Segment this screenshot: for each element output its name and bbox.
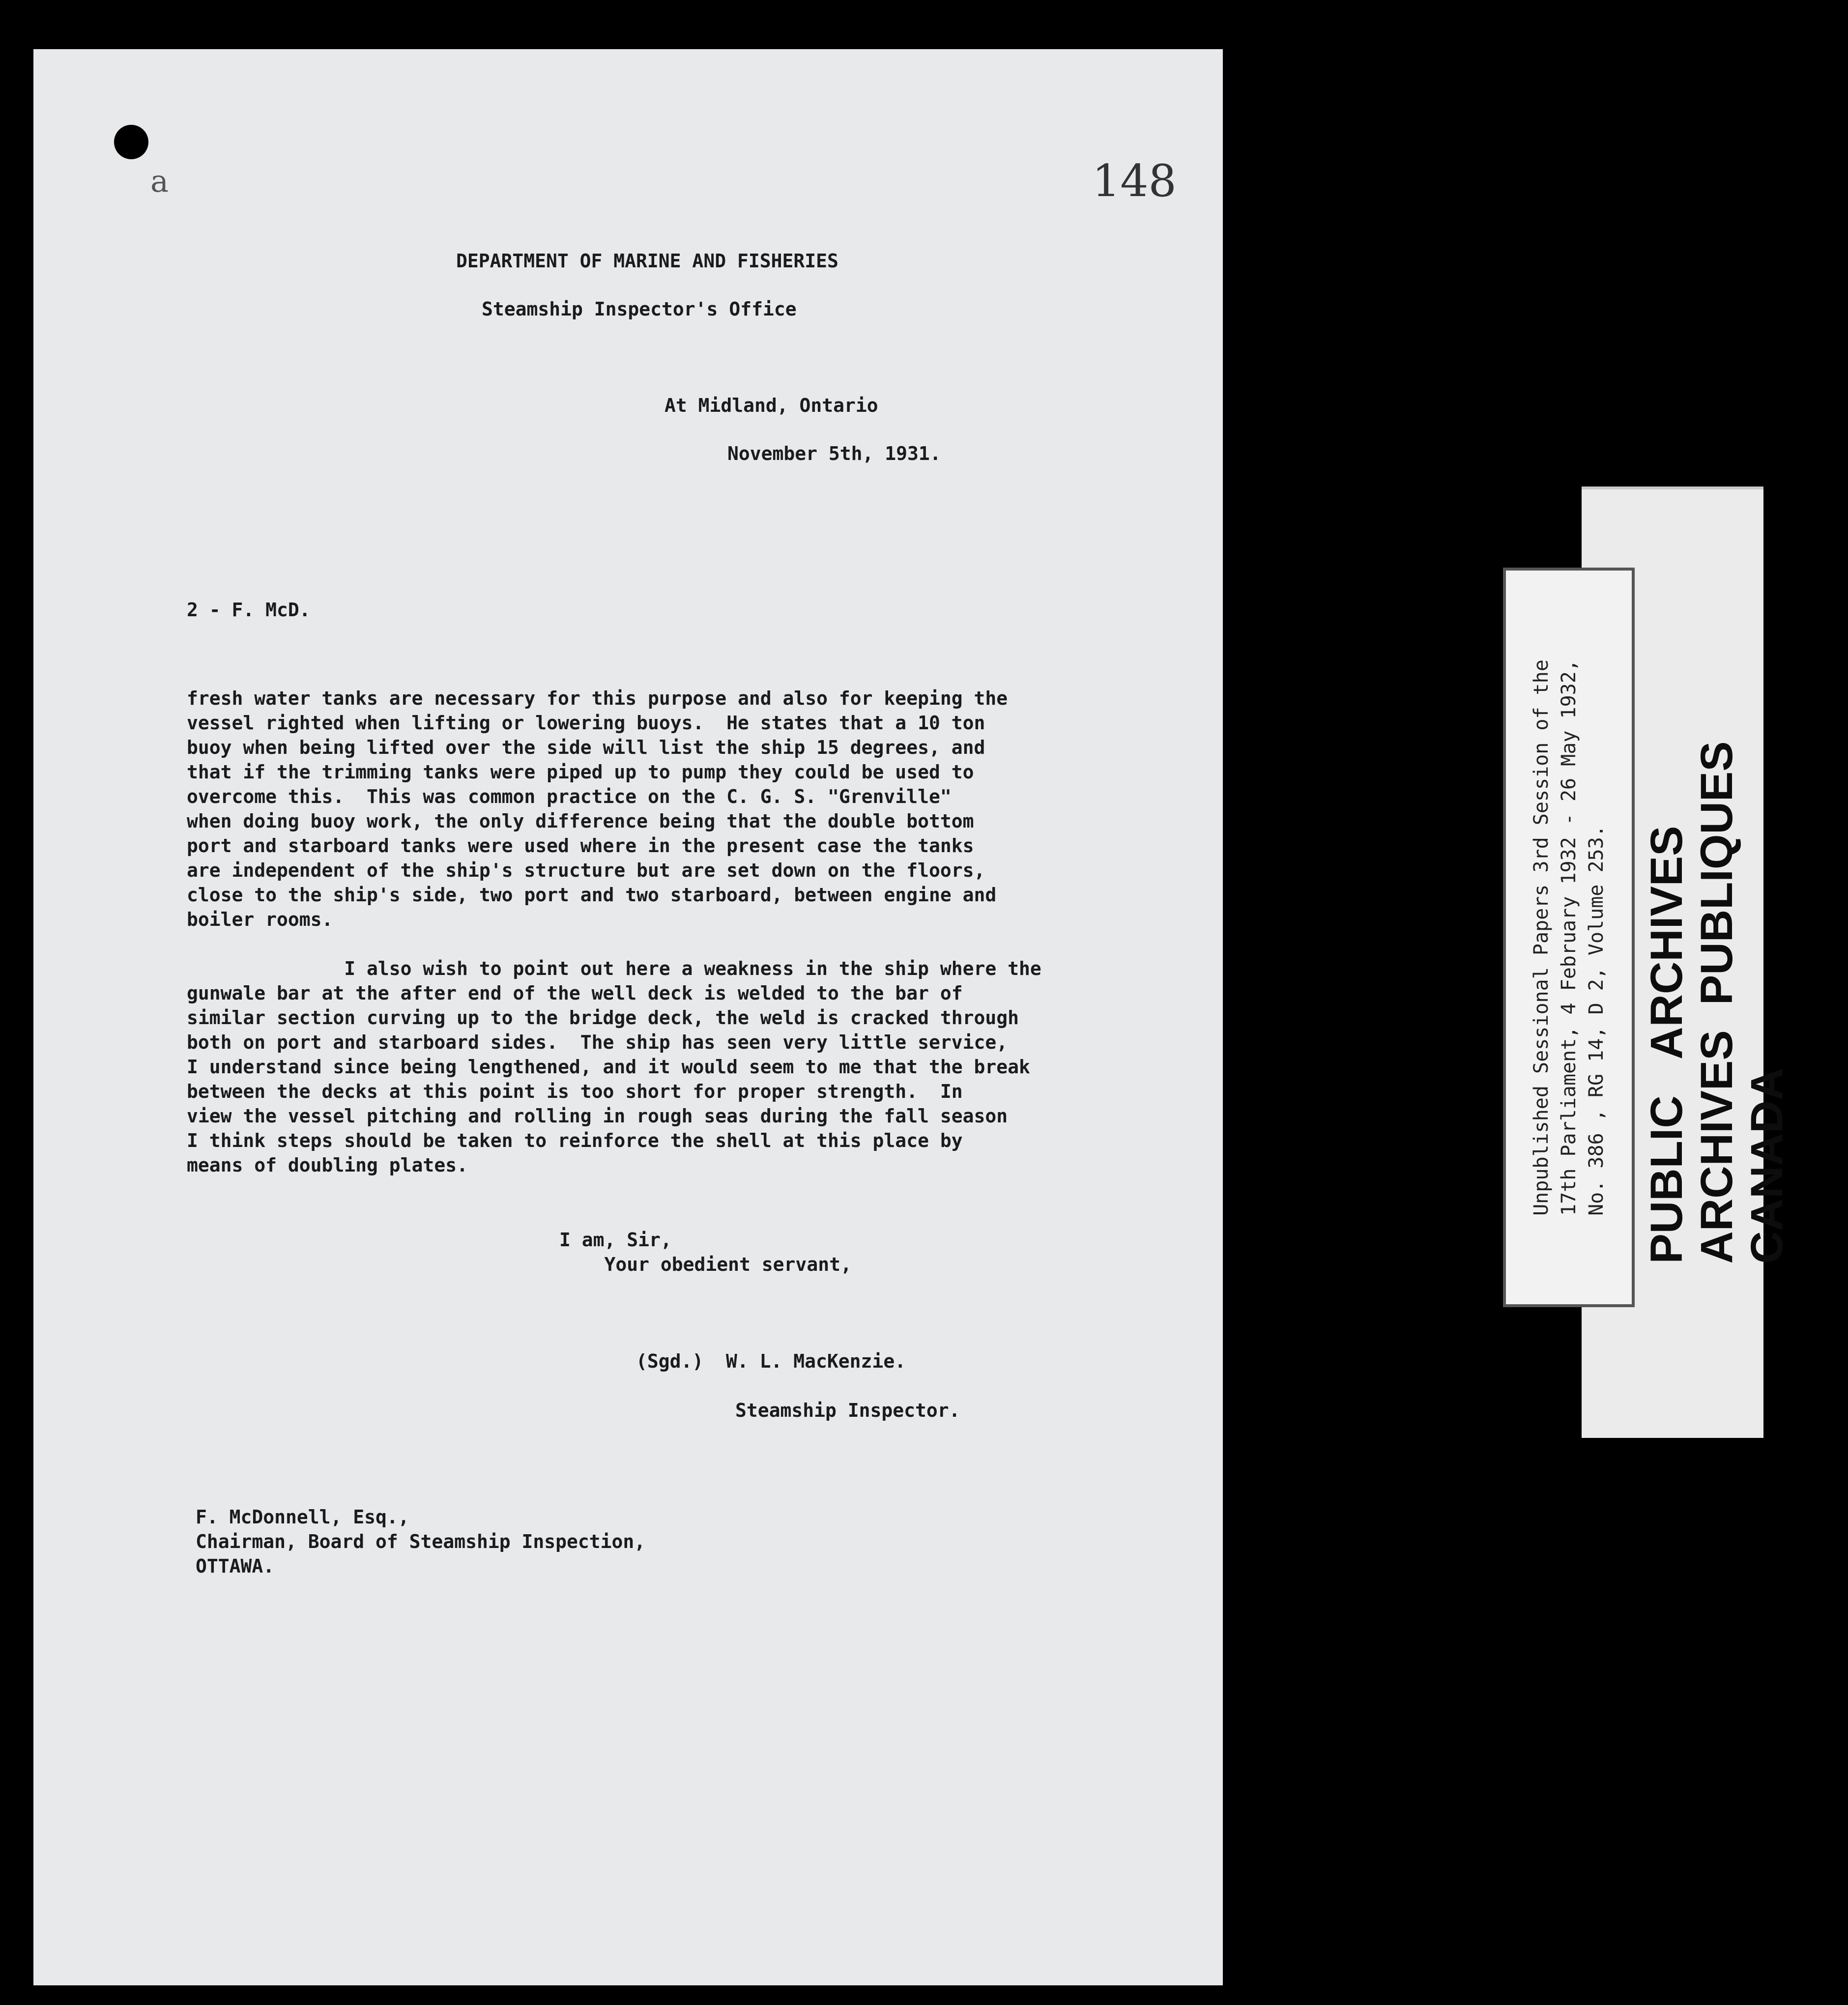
archive-stamp-text: PUBLIC ARCHIVES ARCHIVES PUBLIQUES CANADA (1642, 741, 1792, 1264)
corner-mark: a (150, 163, 169, 199)
letterhead-office: Steamship Inspector's Office (482, 298, 797, 320)
addressee-block: F. McDonnell, Esq., Chairman, Board of Steamship Inspection, OTTAWA. (196, 1506, 646, 1577)
closing: I am, Sir, Your obedient servant, (559, 1229, 852, 1275)
letter-location: At Midland, Ontario (664, 395, 878, 416)
body-paragraph-2: I also wish to point out here a weakness in the ship where the gunwale bar at the after end of the well deck is welded to the bar of similar section curving up to the bridge deck, the weld is cracked through both on port and starboard sides. The ship has seen very little service, I understand since being lengthened, and it would seem to me that the break between the decks at this point is too short for proper strength. In view the vessel pitching and rolling in rough seas during the fall season I think steps should be taken to reinforce the shell at this place by means of doubling plates. (187, 958, 1041, 1176)
archive-citation: Unpublished Sessional Papers 3rd Session of the 17th Parliament, 4 February 1932 - 26 May 1932, No. 386 , RG 14, D 2, Volume 253. (1530, 659, 1608, 1216)
signature-title: Steamship Inspector. (735, 1400, 960, 1421)
archive-citation-slip (1503, 568, 1635, 1307)
page-number: 148 (1092, 155, 1177, 207)
letter-date: November 5th, 1931. (727, 443, 941, 464)
page-reference: 2 - F. McD. (187, 599, 311, 621)
archive-stamp (1642, 741, 1792, 1264)
letterhead-department: DEPARTMENT OF MARINE AND FISHERIES (456, 250, 838, 272)
punch-hole (114, 125, 148, 159)
body-paragraph-1: fresh water tanks are necessary for this purpose and also for keeping the vessel righted when lifting or lowering buoys. He states that a 10 ton buoy when being lifted over the side will list the ship 15 degrees, and that if the trimming tanks were piped up to pump they could be used to overcome this. This was common practice on the C. G. S. "Grenville" when doing buoy work, the only difference being that the double bottom port and starboard tanks were used where in the present case the tanks are independent of the ship's structure but are set down on the floors, close to the ship's side, two port and two starboard, between engine and boiler rooms. (187, 687, 1008, 930)
signature: (Sgd.) W. L. MacKenzie. (636, 1350, 906, 1372)
